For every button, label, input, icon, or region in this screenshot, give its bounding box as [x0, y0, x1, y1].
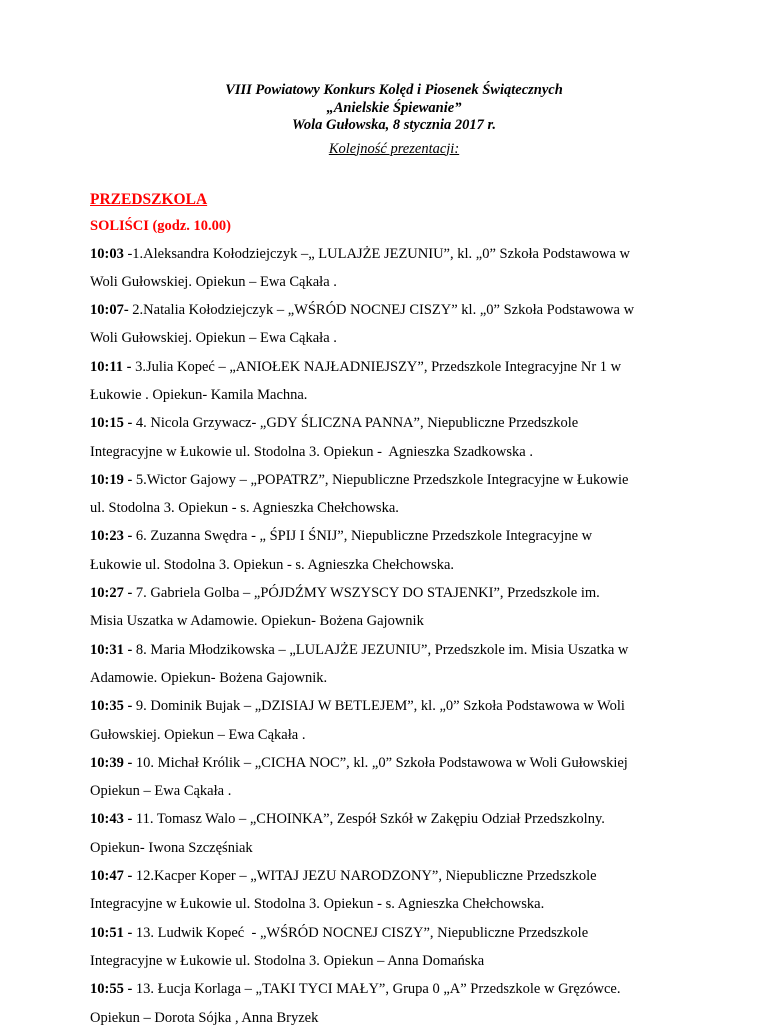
entry-text: 9. Dominik Bujak – „DZISIAJ W BETLEJEM”, kl. „0” Szkoła Podstawowa w Woli [132, 698, 625, 715]
list-item [90, 522, 712, 579]
entry-line: Gułowskiej. Opiekun – Ewa Cąkała . [90, 726, 306, 743]
header-title: VIII Powiatowy Konkurs Kolęd i Piosenek Świątecznych [225, 82, 563, 98]
list-item [90, 240, 712, 297]
entry-line [90, 975, 712, 1003]
entry-text: 13. Łucja Korlaga – „TAKI TYCI MAŁY”, Grupa 0 „A” Przedszkole w Gręzówce. [132, 981, 621, 998]
entry-line [90, 240, 712, 268]
header-event-name: „Anielskie Śpiewanie” [326, 99, 462, 116]
entry-line [90, 805, 712, 833]
entry-line: Woli Gułowskiej. Opiekun – Ewa Cąkała . [90, 330, 337, 347]
entry-line: Opiekun- Iwona Szczęśniak [90, 839, 253, 856]
section-title: PRZEDSZKOLA [90, 190, 208, 208]
entry-text: 7. Gabriela Golba – „PÓJDŹMY WSZYSCY DO STAJENKI”, Przedszkole im. [132, 585, 600, 602]
document-header [76, 82, 712, 135]
entry-line: Łukowie . Opiekun- Kamila Machna. [90, 386, 308, 403]
list-item [90, 636, 712, 693]
entry-text: 6. Zuzanna Swędra - „ ŚPIJ I ŚNIJ”, Niepubliczne Przedszkole Integracyjne w [132, 528, 593, 545]
entry-time: 10:19 - [90, 471, 133, 488]
entry-time: 10:47 - [90, 868, 133, 885]
entry-text: 10. Michał Królik – „CICHA NOC”, kl. „0” Szkoła Podstawowa w Woli Gułowskiej [132, 754, 628, 771]
list-item [90, 975, 712, 1032]
entry-text: 4. Nicola Grzywacz- „GDY ŚLICZNA PANNA”, Niepubliczne Przedszkole [132, 415, 579, 432]
entry-time: 10:15 - [90, 415, 133, 432]
entry-time: 10:35 - [90, 698, 133, 715]
entry-line: Integracyjne w Łukowie ul. Stodolna 3. Opiekun – Anna Domańska [90, 952, 485, 969]
list-item [90, 466, 712, 523]
entry-time: 10:07- [90, 302, 129, 319]
entry-line [90, 353, 712, 381]
entry-time: 10:51 - [90, 924, 133, 941]
list-item [90, 749, 712, 806]
entry-line [90, 466, 712, 494]
entry-line: Integracyjne w Łukowie ul. Stodolna 3. Opiekun - Agnieszka Szadkowska . [90, 443, 533, 460]
entry-time: 10:31 - [90, 641, 133, 658]
entry-line [90, 749, 712, 777]
entry-time: 10:23 - [90, 528, 133, 545]
list-item [90, 919, 712, 976]
entry-line [90, 919, 712, 947]
entry-text: 12.Kacper Koper – „WITAJ JEZU NARODZONY”, Niepubliczne Przedszkole [132, 868, 597, 885]
entry-text: 11. Tomasz Walo – „CHOINKA”, Zespół Szkół w Zakępiu Odział Przedszkolny. [132, 811, 605, 828]
entries-list [90, 240, 712, 1032]
entry-line [90, 692, 712, 720]
entry-line [90, 522, 712, 550]
list-item [90, 579, 712, 636]
entry-line [90, 636, 712, 664]
entry-text: 2.Natalia Kołodziejczyk – „WŚRÓD NOCNEJ CISZY” kl. „0” Szkoła Podstawowa w [128, 302, 635, 319]
entry-time: 10:27 - [90, 585, 133, 602]
entry-text: 5.Wictor Gajowy – „POPATRZ”, Niepubliczne Przedszkole Integracyjne w Łukowie [132, 471, 629, 488]
entry-line: Adamowie. Opiekun- Bożena Gajownik. [90, 669, 328, 686]
entry-line: Opiekun – Dorota Sójka , Anna Bryzek [90, 1009, 319, 1026]
header-place-date: Wola Gułowska, 8 stycznia 2017 r. [292, 117, 496, 133]
entry-time: 10:03 [90, 245, 124, 262]
entry-line: Łukowie ul. Stodolna 3. Opiekun - s. Agnieszka Chełchowska. [90, 556, 455, 573]
entry-line [90, 862, 712, 890]
entry-line: ul. Stodolna 3. Opiekun - s. Agnieszka Chełchowska. [90, 500, 399, 517]
list-item [90, 805, 712, 862]
entry-line [90, 296, 712, 324]
list-item [90, 862, 712, 919]
entry-time: 10:55 - [90, 981, 133, 998]
section-subtitle: SOLIŚCI (godz. 10.00) [90, 217, 231, 234]
list-item [90, 692, 712, 749]
entry-line: Opiekun – Ewa Cąkała . [90, 783, 232, 800]
list-item [90, 409, 712, 466]
entry-time: 10:39 - [90, 754, 133, 771]
list-item [90, 353, 712, 410]
entry-text: 8. Maria Młodzikowska – „LULAJŻE JEZUNIU”, Przedszkole im. Misia Uszatka w [132, 641, 629, 658]
entry-time: 10:11 - [90, 358, 132, 375]
entry-line: Misia Uszatka w Adamowie. Opiekun- Bożena Gajownik [90, 613, 424, 630]
entry-line: Woli Gułowskiej. Opiekun – Ewa Cąkała . [90, 273, 337, 290]
entry-line [90, 579, 712, 607]
entry-text: 13. Ludwik Kopeć - „WŚRÓD NOCNEJ CISZY”, Niepubliczne Przedszkole [132, 924, 589, 941]
entry-line [90, 409, 712, 437]
entry-text: -1.Aleksandra Kołodziejczyk –„ LULAJŻE JEZUNIU”, kl. „0” Szkoła Podstawowa w [123, 245, 630, 262]
list-item [90, 296, 712, 353]
entry-line: Integracyjne w Łukowie ul. Stodolna 3. Opiekun - s. Agnieszka Chełchowska. [90, 896, 545, 913]
header-subtitle: Kolejność prezentacji: [328, 140, 460, 157]
entry-text: 3.Julia Kopeć – „ANIOŁEK NAJŁADNIEJSZY”, Przedszkole Integracyjne Nr 1 w [131, 358, 622, 375]
entry-time: 10:43 - [90, 811, 133, 828]
